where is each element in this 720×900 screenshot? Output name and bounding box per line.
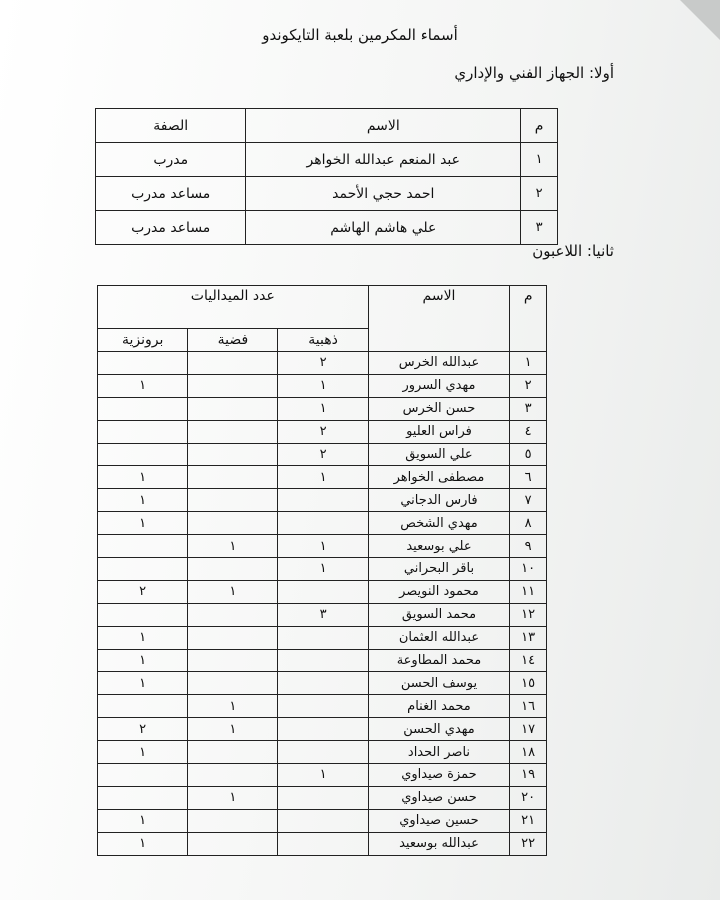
cell-index: ٢ — [510, 374, 547, 397]
cell-name: علي السويق — [368, 443, 510, 466]
cell-name: علي هاشم الهاشم — [246, 211, 521, 245]
cell-name: محمود النويصر — [368, 580, 510, 603]
cell-silver: ١ — [188, 580, 278, 603]
cell-bronze — [98, 558, 188, 581]
table-row — [98, 558, 547, 581]
cell-role: مساعد مدرب — [96, 211, 246, 245]
cell-bronze — [98, 397, 188, 420]
cell-silver — [188, 764, 278, 787]
cell-name: عبد المنعم عبدالله الخواهر — [246, 143, 521, 177]
cell-gold: ٢ — [278, 420, 368, 443]
cell-name: محمد السويق — [368, 603, 510, 626]
header-gold: ذهبية — [278, 329, 368, 352]
cell-gold — [278, 580, 368, 603]
cell-name: محمد المطاوعة — [368, 649, 510, 672]
table-row — [96, 177, 558, 211]
cell-index: ٦ — [510, 466, 547, 489]
cell-index: ١٧ — [510, 718, 547, 741]
table-row — [98, 489, 547, 512]
cell-name: يوسف الحسن — [368, 672, 510, 695]
table-row — [98, 809, 547, 832]
cell-silver — [188, 512, 278, 535]
cell-silver — [188, 649, 278, 672]
cell-bronze — [98, 443, 188, 466]
cell-bronze: ١ — [98, 512, 188, 535]
table-row — [98, 443, 547, 466]
cell-name: حسن الخرس — [368, 397, 510, 420]
cell-bronze: ١ — [98, 466, 188, 489]
table-row — [98, 649, 547, 672]
cell-name: مهدي الحسن — [368, 718, 510, 741]
header-index: م — [521, 109, 558, 143]
cell-index: ٥ — [510, 443, 547, 466]
cell-bronze: ١ — [98, 832, 188, 855]
header-name: الاسم — [246, 109, 521, 143]
cell-bronze: ١ — [98, 374, 188, 397]
table-row — [98, 626, 547, 649]
cell-index: ٣ — [521, 211, 558, 245]
cell-index: ١ — [510, 352, 547, 375]
cell-name: علي بوسعيد — [368, 535, 510, 558]
document-title: أسماء المكرمين بلعبة التايكوندو — [262, 26, 458, 44]
cell-bronze: ١ — [98, 489, 188, 512]
header-name: الاسم — [368, 286, 510, 352]
table-row — [98, 420, 547, 443]
staff-header-row — [96, 109, 558, 143]
cell-name: حسن صيداوي — [368, 786, 510, 809]
cell-name: محمد الغنام — [368, 695, 510, 718]
cell-name: احمد حجي الأحمد — [246, 177, 521, 211]
cell-index: ١٥ — [510, 672, 547, 695]
cell-silver: ١ — [188, 786, 278, 809]
cell-silver — [188, 374, 278, 397]
cell-bronze — [98, 352, 188, 375]
cell-bronze: ١ — [98, 649, 188, 672]
cell-bronze — [98, 786, 188, 809]
cell-gold: ٣ — [278, 603, 368, 626]
table-row — [98, 603, 547, 626]
table-row — [98, 741, 547, 764]
cell-gold: ١ — [278, 374, 368, 397]
cell-gold — [278, 649, 368, 672]
cell-gold — [278, 672, 368, 695]
section-heading-staff: أولا: الجهاز الفني والإداري — [454, 64, 614, 82]
cell-bronze: ١ — [98, 672, 188, 695]
cell-name: حمزة صيداوي — [368, 764, 510, 787]
table-row — [98, 374, 547, 397]
cell-silver — [188, 672, 278, 695]
cell-name: مهدي الشخص — [368, 512, 510, 535]
cell-index: ٢٠ — [510, 786, 547, 809]
cell-index: ٨ — [510, 512, 547, 535]
players-table — [97, 285, 547, 856]
cell-name: فارس الدجاني — [368, 489, 510, 512]
cell-gold — [278, 626, 368, 649]
staff-table — [95, 108, 558, 245]
cell-index: ١٤ — [510, 649, 547, 672]
cell-index: ١٩ — [510, 764, 547, 787]
table-row — [98, 397, 547, 420]
cell-gold — [278, 741, 368, 764]
cell-gold: ١ — [278, 558, 368, 581]
cell-role: مدرب — [96, 143, 246, 177]
cell-name: عبدالله الخرس — [368, 352, 510, 375]
cell-gold — [278, 832, 368, 855]
table-row — [98, 832, 547, 855]
cell-bronze — [98, 695, 188, 718]
cell-name: فراس العليو — [368, 420, 510, 443]
cell-index: ٣ — [510, 397, 547, 420]
cell-silver — [188, 558, 278, 581]
cell-bronze: ١ — [98, 626, 188, 649]
cell-silver — [188, 352, 278, 375]
section-heading-players: ثانيا: اللاعبون — [532, 242, 614, 260]
cell-bronze: ٢ — [98, 718, 188, 741]
cell-bronze — [98, 764, 188, 787]
cell-silver: ١ — [188, 535, 278, 558]
table-row — [98, 466, 547, 489]
cell-bronze — [98, 603, 188, 626]
cell-index: ١٨ — [510, 741, 547, 764]
cell-gold: ٢ — [278, 443, 368, 466]
table-row — [96, 211, 558, 245]
table-row — [98, 512, 547, 535]
cell-name: عبدالله بوسعيد — [368, 832, 510, 855]
cell-silver — [188, 809, 278, 832]
cell-index: ٤ — [510, 420, 547, 443]
header-index: م — [510, 286, 547, 352]
cell-gold — [278, 809, 368, 832]
cell-gold — [278, 512, 368, 535]
cell-bronze — [98, 420, 188, 443]
cell-gold — [278, 718, 368, 741]
cell-silver — [188, 397, 278, 420]
cell-bronze: ٢ — [98, 580, 188, 603]
cell-index: ١٢ — [510, 603, 547, 626]
header-role: الصفة — [96, 109, 246, 143]
cell-index: ١٣ — [510, 626, 547, 649]
cell-silver — [188, 466, 278, 489]
header-bronze: برونزية — [98, 329, 188, 352]
cell-index: ١ — [521, 143, 558, 177]
cell-index: ١٦ — [510, 695, 547, 718]
cell-name: عبدالله العثمان — [368, 626, 510, 649]
cell-silver — [188, 489, 278, 512]
players-header-row — [98, 286, 547, 329]
cell-silver: ١ — [188, 718, 278, 741]
cell-name: باقر البحراني — [368, 558, 510, 581]
cell-bronze — [98, 535, 188, 558]
cell-bronze: ١ — [98, 809, 188, 832]
table-row — [98, 695, 547, 718]
cell-silver — [188, 603, 278, 626]
cell-role: مساعد مدرب — [96, 177, 246, 211]
cell-name: حسين صيداوي — [368, 809, 510, 832]
cell-name: ناصر الحداد — [368, 741, 510, 764]
cell-gold: ١ — [278, 466, 368, 489]
table-row — [98, 764, 547, 787]
header-silver: فضية — [188, 329, 278, 352]
cell-index: ٢١ — [510, 809, 547, 832]
cell-index: ٢ — [521, 177, 558, 211]
cell-silver — [188, 443, 278, 466]
table-row — [98, 580, 547, 603]
cell-name: مهدي السرور — [368, 374, 510, 397]
table-row — [98, 352, 547, 375]
cell-silver — [188, 741, 278, 764]
cell-index: ١١ — [510, 580, 547, 603]
table-row — [96, 143, 558, 177]
cell-gold — [278, 489, 368, 512]
cell-bronze: ١ — [98, 741, 188, 764]
header-medals: عدد الميداليات — [98, 286, 369, 329]
cell-gold: ١ — [278, 535, 368, 558]
table-row — [98, 672, 547, 695]
cell-silver — [188, 626, 278, 649]
table-row — [98, 535, 547, 558]
cell-gold — [278, 786, 368, 809]
cell-gold — [278, 695, 368, 718]
cell-silver — [188, 420, 278, 443]
table-row — [98, 786, 547, 809]
cell-silver: ١ — [188, 695, 278, 718]
cell-gold: ١ — [278, 397, 368, 420]
cell-silver — [188, 832, 278, 855]
cell-index: ١٠ — [510, 558, 547, 581]
cell-index: ٧ — [510, 489, 547, 512]
cell-index: ٩ — [510, 535, 547, 558]
cell-index: ٢٢ — [510, 832, 547, 855]
table-row — [98, 718, 547, 741]
cell-name: مصطفى الخواهر — [368, 466, 510, 489]
cell-gold: ١ — [278, 764, 368, 787]
cell-gold: ٢ — [278, 352, 368, 375]
